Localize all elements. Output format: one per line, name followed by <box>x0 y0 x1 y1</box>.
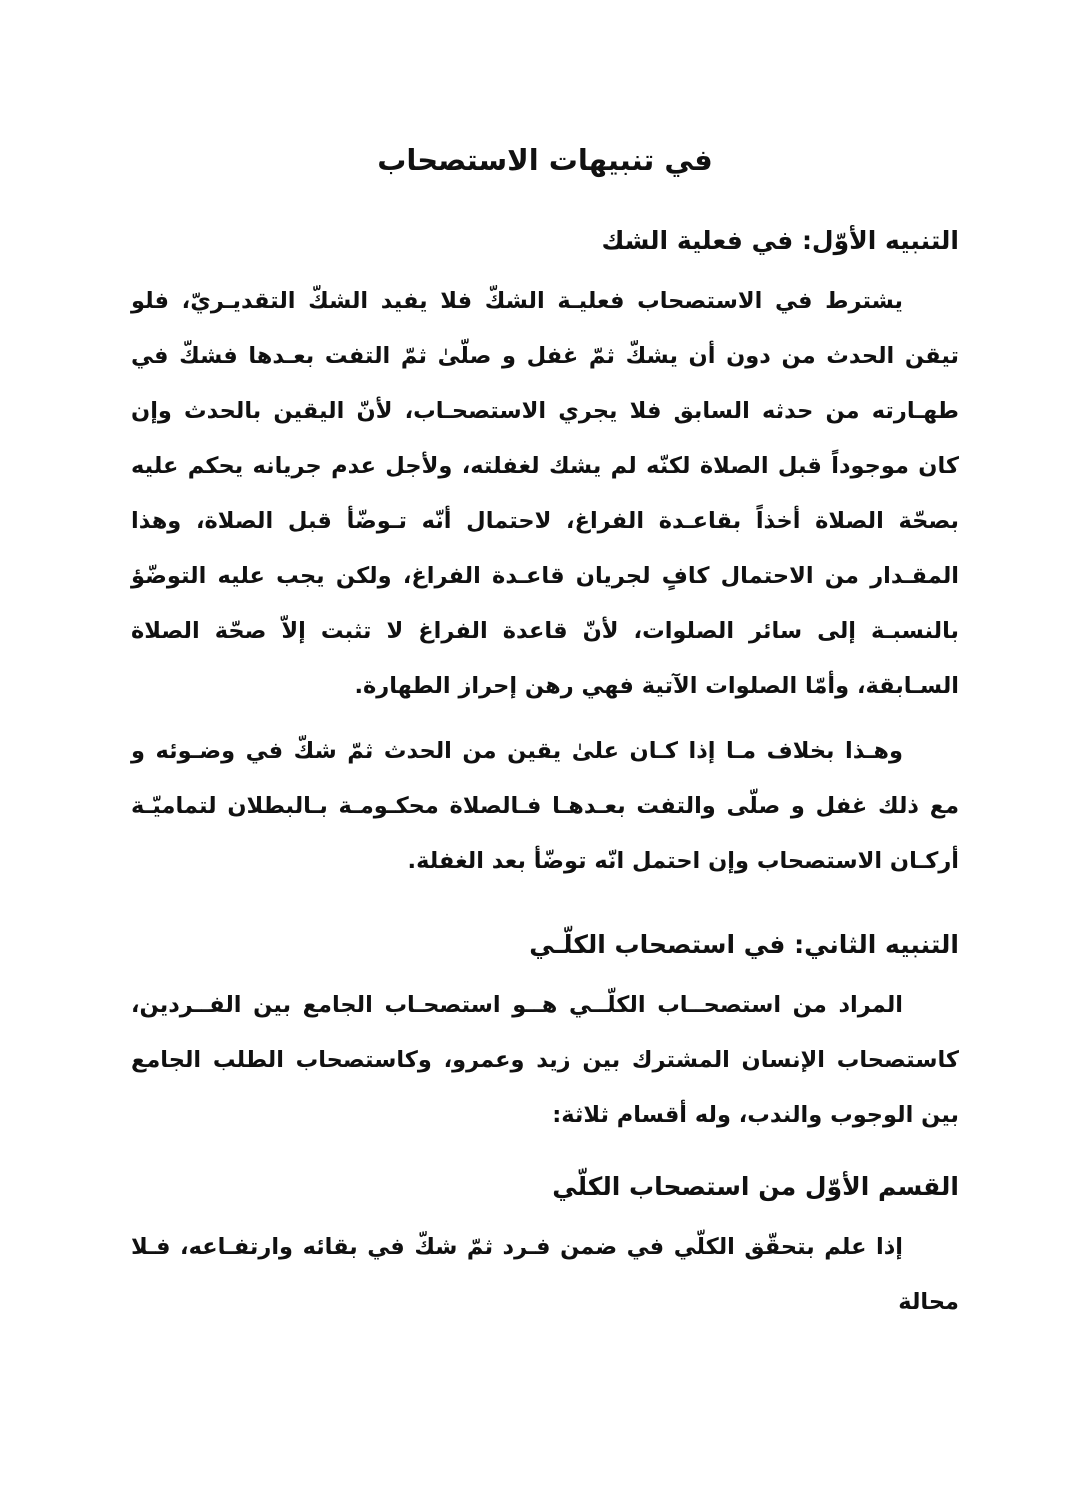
paragraph: يشترط في الاستصحاب فعليـة الشكّ فلا يفيد الشكّ التقديـريّ، فلو تيقن الحدث من دون أن يشكّ ثمّ غفل و صلّىٰ ثمّ التفت بعـدها فشكّ في طهـارته من حدثه السابق فلا يجري الاستصحـاب، لأنّ اليقين بالحدث وإن كان موجوداً قبل الصلاة لكنّه لم يشك لغفلته، ولأجل عدم جريانه يحكم عليه بصحّة الصلاة أخذاً بقاعـدة الفراغ، لاحتمال أنّه تـوضّأ قبل الصلاة، وهذا المقـدار من الاحتمال كافٍ لجريان قاعـدة الفراغ، ولكن يجب عليه التوضّؤ بالنسبـة إلى سائر الصلوات، لأنّ قاعدة الفراغ لا تثبت إلاّ صحّة الصلاة السـابقة، وأمّا الصلوات الآتية فهي رهن إحراز الطهارة. <box>131 287 959 699</box>
section-heading: القسم الأوّل من استصحاب الكلّي <box>552 1171 959 1201</box>
paragraph: وهـذا بخلاف مـا إذا كـان علىٰ يقين من الحدث ثمّ شكّ في وضـوئه و مع ذلك غفل و صلّى والتفت بعـدهـا فـالصلاة محكـومـة بـالبطلان لتماميّـة أركـان الاستصحاب وإن احتمل انّه توضّأ بعد الغفلة. <box>131 737 959 874</box>
paragraph: إذا علم بتحقّق الكلّي في ضمن فـرد ثمّ شكّ في بقائه وارتفـاعه، فـلا محالة <box>131 1233 959 1315</box>
section-second-remark <box>131 927 959 1143</box>
page-title: في تنبيهات الاستصحاب <box>377 143 713 177</box>
section-first-category <box>131 1169 959 1330</box>
section-first-remark <box>131 223 959 889</box>
section-heading: التنبيه الأوّل: في فعلية الشك <box>601 225 959 255</box>
paragraph: المراد من استصحــاب الكلّــي هــو استصحـاب الجامع بين الفــردين، كاستصحاب الإنسان المشترك بين زيد وعمرو، وكاستصحاب الطلب الجامع بين الوجوب والندب، وله أقسام ثلاثة: <box>131 991 959 1128</box>
section-heading: التنبيه الثاني: في استصحاب الكلّـي <box>529 929 959 959</box>
page-content <box>131 140 959 1340</box>
